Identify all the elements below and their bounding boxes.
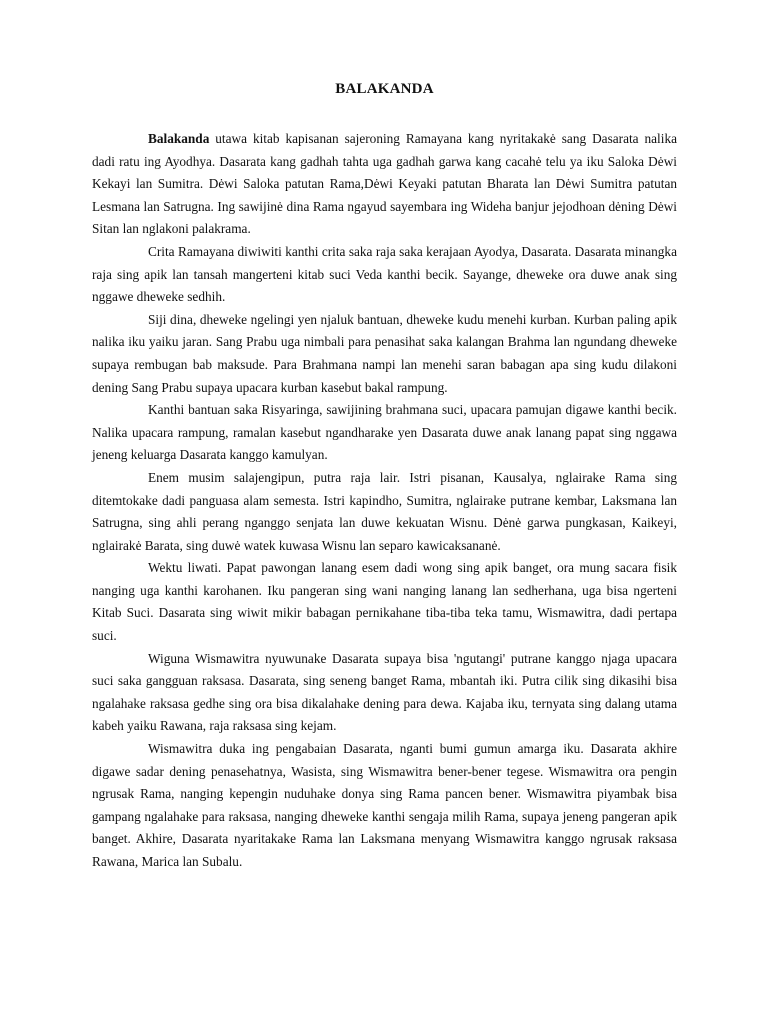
paragraph-1	[92, 128, 677, 241]
paragraph-5	[92, 467, 677, 557]
paragraph-4	[92, 399, 677, 467]
paragraph-lead-term: Balakanda	[148, 131, 210, 146]
paragraph-2	[92, 241, 677, 309]
paragraph-text: Enem musim salajengipun, putra raja lair. Istri pisanan, Kausalya, nglairake Rama sing ditemtokake dadi panguasa alam semesta. Istri kapindho, Sumitra, nglairake putrane kembar, Laksmana lan Satrugna, sing ahli perang nganggo senjata lan duwe kekuatan Wisnu. Dėnė garwa pungkasan, Kaikeyi, nglairakė Barata, sing duwė watek kuwasa Wisnu lan separo kawicaksananė.	[92, 469, 677, 553]
paragraph-7	[92, 648, 677, 738]
paragraph-text: utawa kitab kapisanan sajeroning Ramayana kang nyritakakė sang Dasarata nalika dadi ratu ing Ayodhya. Dasarata kang gadhah tahta uga gadhah garwa kang cacahė telu ya iku Saloka Dėwi Kekayi lan Sumitra. Dėwi Saloka patutan Rama,Dėwi Keyaki patutan Bharata lan Dėwi Sumitra patutan Lesmana lan Satrugna. Ing sawijinė dina Rama ngayud sayembara ing Wideha banjur jejodhoan dėning Dėwi Sitan lan nglakoni palakrama.	[92, 131, 677, 237]
document-title: BALAKANDA	[335, 81, 434, 97]
paragraph-text: Wektu liwati. Papat pawongan lanang esem dadi wong sing apik banget, ora mung sacara fisik nanging uga kanthi karohanen. Iku pangeran sing wani nanging lanang lan sedherhana, uga bisa ngerteni Kitab Suci. Dasarata sing wiwit mikir babagan pernikahane tiba-tiba teka tamu, Wismawitra, dadi pertapa suci.	[92, 560, 677, 644]
paragraph-text: Siji dina, dheweke ngelingi yen njaluk bantuan, dheweke kudu menehi kurban. Kurban paling apik nalika iku yaiku jaran. Sang Prabu uga nimbali para penasihat saka kalangan Brahma lan ngundang dheweke supaya rembugan bab maksude. Para Brahmana nampi lan menehi saran babagan apa sing kudu dilakoni dening Sang Prabu supaya upacara kurban kasebut bakal rampung.	[92, 311, 677, 395]
paragraph-text: Wismawitra duka ing pengabaian Dasarata, nganti bumi gumun amarga iku. Dasarata akhire digawe sadar dening penasehatnya, Wasista, sing Wismawitra bener-bener tegese. Wismawitra ora pengin ngrusak Rama, nanging kepengin nuduhake donya sing Rama pancen bener. Wismawitra piyambak bisa gampang ngalahake para raksasa, nanging dheweke kanthi sengaja milih Rama, supaya jeneng pangeran apik banget. Akhire, Dasarata nyaritakake Rama lan Laksmana menyang Wismawitra kanggo ngrusak raksasa Rawana, Marica lan Subalu.	[92, 741, 677, 869]
document-page	[92, 78, 677, 874]
paragraph-text: Wiguna Wismawitra nyuwunake Dasarata supaya bisa 'ngutangi' putrane kanggo njaga upacara suci saka gangguan raksasa. Dasarata, sing seneng banget Rama, mbantah iki. Putra cilik sing dikasihi bisa ngalahake raksasa gedhe sing ora bisa dikalahake dening para dewa. Kajaba iku, ternyata sing dalang utama kabeh yaiku Rawana, raja raksasa sing kejam.	[92, 650, 677, 734]
paragraph-text: Crita Ramayana diwiwiti kanthi crita saka raja saka kerajaan Ayodya, Dasarata. Dasarata minangka raja sing apik lan tansah mangerteni kitab suci Veda kanthi becik. Sayange, dheweke ora duwe anak sing nggawe dheweke sedhih.	[92, 243, 677, 305]
paragraph-8	[92, 738, 677, 874]
paragraph-text: Kanthi bantuan saka Risyaringa, sawijining brahmana suci, upacara pamujan digawe kanthi becik. Nalika upacara rampung, ramalan kasebut ngandharake yen Dasarata duwe anak lanang papat sing nggawa jeneng keluarga Dasarata kanggo kamulyan.	[92, 402, 677, 463]
paragraph-6	[92, 557, 677, 647]
paragraph-3	[92, 309, 677, 399]
